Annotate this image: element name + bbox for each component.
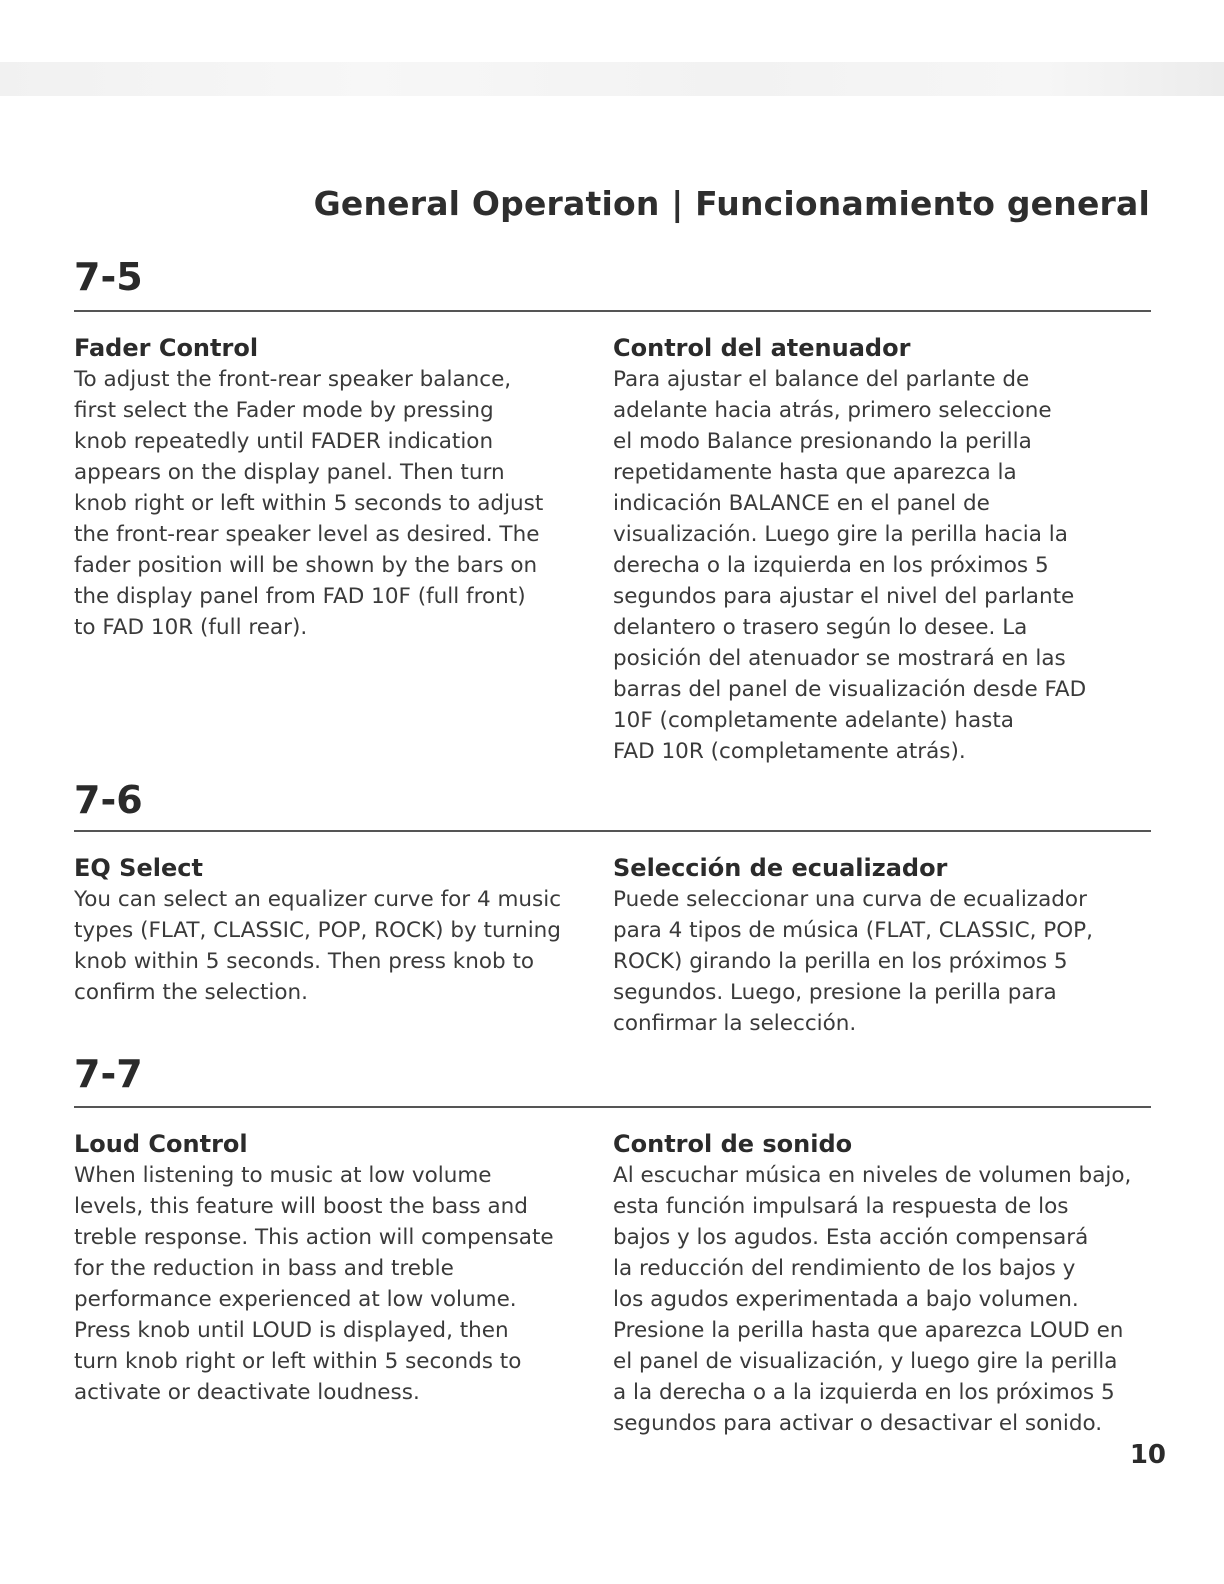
- body-line: adelante hacia atrás, primero seleccione: [613, 398, 1052, 423]
- page-title: General Operation | Funcionamiento general: [313, 184, 1150, 223]
- section-heading-es: Control del atenuador: [613, 334, 911, 362]
- body-line: When listening to music at low volume: [74, 1163, 492, 1188]
- fader-control-es: [613, 332, 1158, 767]
- section-heading-en: Loud Control: [74, 1130, 248, 1158]
- body-line: the display panel from FAD 10F (full front): [74, 584, 526, 609]
- scan-band: [0, 62, 1224, 96]
- body-line: confirmar la selección.: [613, 1011, 857, 1036]
- body-line: segundos para activar o desactivar el sonido.: [613, 1411, 1103, 1436]
- body-line: bajos y los agudos. Esta acción compensará: [613, 1225, 1089, 1250]
- section-heading-en: Fader Control: [74, 334, 259, 362]
- body-line: 10F (completamente adelante) hasta: [613, 708, 1014, 733]
- body-line: for the reduction in bass and treble: [74, 1256, 454, 1281]
- body-line: performance experienced at low volume.: [74, 1287, 517, 1312]
- body-line: To adjust the front-rear speaker balance,: [74, 367, 512, 392]
- body-line: fader position will be shown by the bars on: [74, 553, 538, 578]
- body-line: FAD 10R (completamente atrás).: [613, 739, 966, 764]
- section-body-en: [74, 884, 594, 1008]
- body-line: esta función impulsará la respuesta de los: [613, 1194, 1069, 1219]
- section-body-es: [613, 1160, 1158, 1439]
- body-line: a la derecha o a la izquierda en los próximos 5: [613, 1380, 1115, 1405]
- section-heading-en: EQ Select: [74, 854, 203, 882]
- eq-select-es: [613, 852, 1158, 1039]
- section-body-en: [74, 1160, 594, 1408]
- body-line: visualización. Luego gire la perilla hacia la: [613, 522, 1068, 547]
- body-line: indicación BALANCE en el panel de: [613, 491, 990, 516]
- body-line: levels, this feature will boost the bass and: [74, 1194, 528, 1219]
- body-line: para 4 tipos de música (FLAT, CLASSIC, POP,: [613, 918, 1093, 943]
- section-heading-es: Control de sonido: [613, 1130, 853, 1158]
- body-line: first select the Fader mode by pressing: [74, 398, 494, 423]
- section-body-en: [74, 364, 594, 643]
- body-line: Al escuchar música en niveles de volumen bajo,: [613, 1163, 1132, 1188]
- body-line: knob repeatedly until FADER indication: [74, 429, 494, 454]
- body-line: appears on the display panel. Then turn: [74, 460, 505, 485]
- section-number-7-5: 7-5: [74, 255, 143, 299]
- body-line: barras del panel de visualización desde FAD: [613, 677, 1087, 702]
- section-body-es: [613, 364, 1158, 767]
- section-number-7-7: 7-7: [74, 1052, 143, 1096]
- body-line: delantero o trasero según lo desee. La: [613, 615, 1028, 640]
- body-line: turn knob right or left within 5 seconds to: [74, 1349, 522, 1374]
- body-line: Para ajustar el balance del parlante de: [613, 367, 1030, 392]
- loud-control-es: [613, 1128, 1158, 1439]
- body-line: derecha o la izquierda en los próximos 5: [613, 553, 1049, 578]
- section-number-7-6: 7-6: [74, 778, 143, 822]
- body-line: segundos. Luego, presione la perilla para: [613, 980, 1057, 1005]
- body-line: activate or deactivate loudness.: [74, 1380, 420, 1405]
- body-line: You can select an equalizer curve for 4 music: [74, 887, 562, 912]
- body-line: types (FLAT, CLASSIC, POP, ROCK) by turning: [74, 918, 561, 943]
- body-line: Puede seleccionar una curva de ecualizador: [613, 887, 1087, 912]
- section-heading-es: Selección de ecualizador: [613, 854, 948, 882]
- body-line: segundos para ajustar el nivel del parlante: [613, 584, 1075, 609]
- body-line: los agudos experimentada a bajo volumen.: [613, 1287, 1079, 1312]
- section-divider: [74, 1106, 1151, 1108]
- body-line: knob right or left within 5 seconds to adjust: [74, 491, 544, 516]
- section-divider: [74, 310, 1151, 312]
- body-line: treble response. This action will compensate: [74, 1225, 554, 1250]
- body-line: confirm the selection.: [74, 980, 308, 1005]
- body-line: la reducción del rendimiento de los bajos y: [613, 1256, 1076, 1281]
- body-line: the front-rear speaker level as desired. The: [74, 522, 540, 547]
- loud-control-en: [74, 1128, 594, 1408]
- body-line: knob within 5 seconds. Then press knob to: [74, 949, 535, 974]
- section-body-es: [613, 884, 1158, 1039]
- body-line: Press knob until LOUD is displayed, then: [74, 1318, 509, 1343]
- page-number: 10: [1129, 1440, 1166, 1470]
- body-line: posición del atenuador se mostrará en las: [613, 646, 1066, 671]
- body-line: repetidamente hasta que aparezca la: [613, 460, 1017, 485]
- body-line: to FAD 10R (full rear).: [74, 615, 308, 640]
- body-line: ROCK) girando la perilla en los próximos 5: [613, 949, 1068, 974]
- eq-select-en: [74, 852, 594, 1008]
- body-line: el modo Balance presionando la perilla: [613, 429, 1032, 454]
- body-line: el panel de visualización, y luego gire la perilla: [613, 1349, 1118, 1374]
- section-divider: [74, 830, 1151, 832]
- fader-control-en: [74, 332, 594, 643]
- body-line: Presione la perilla hasta que aparezca LOUD en: [613, 1318, 1124, 1343]
